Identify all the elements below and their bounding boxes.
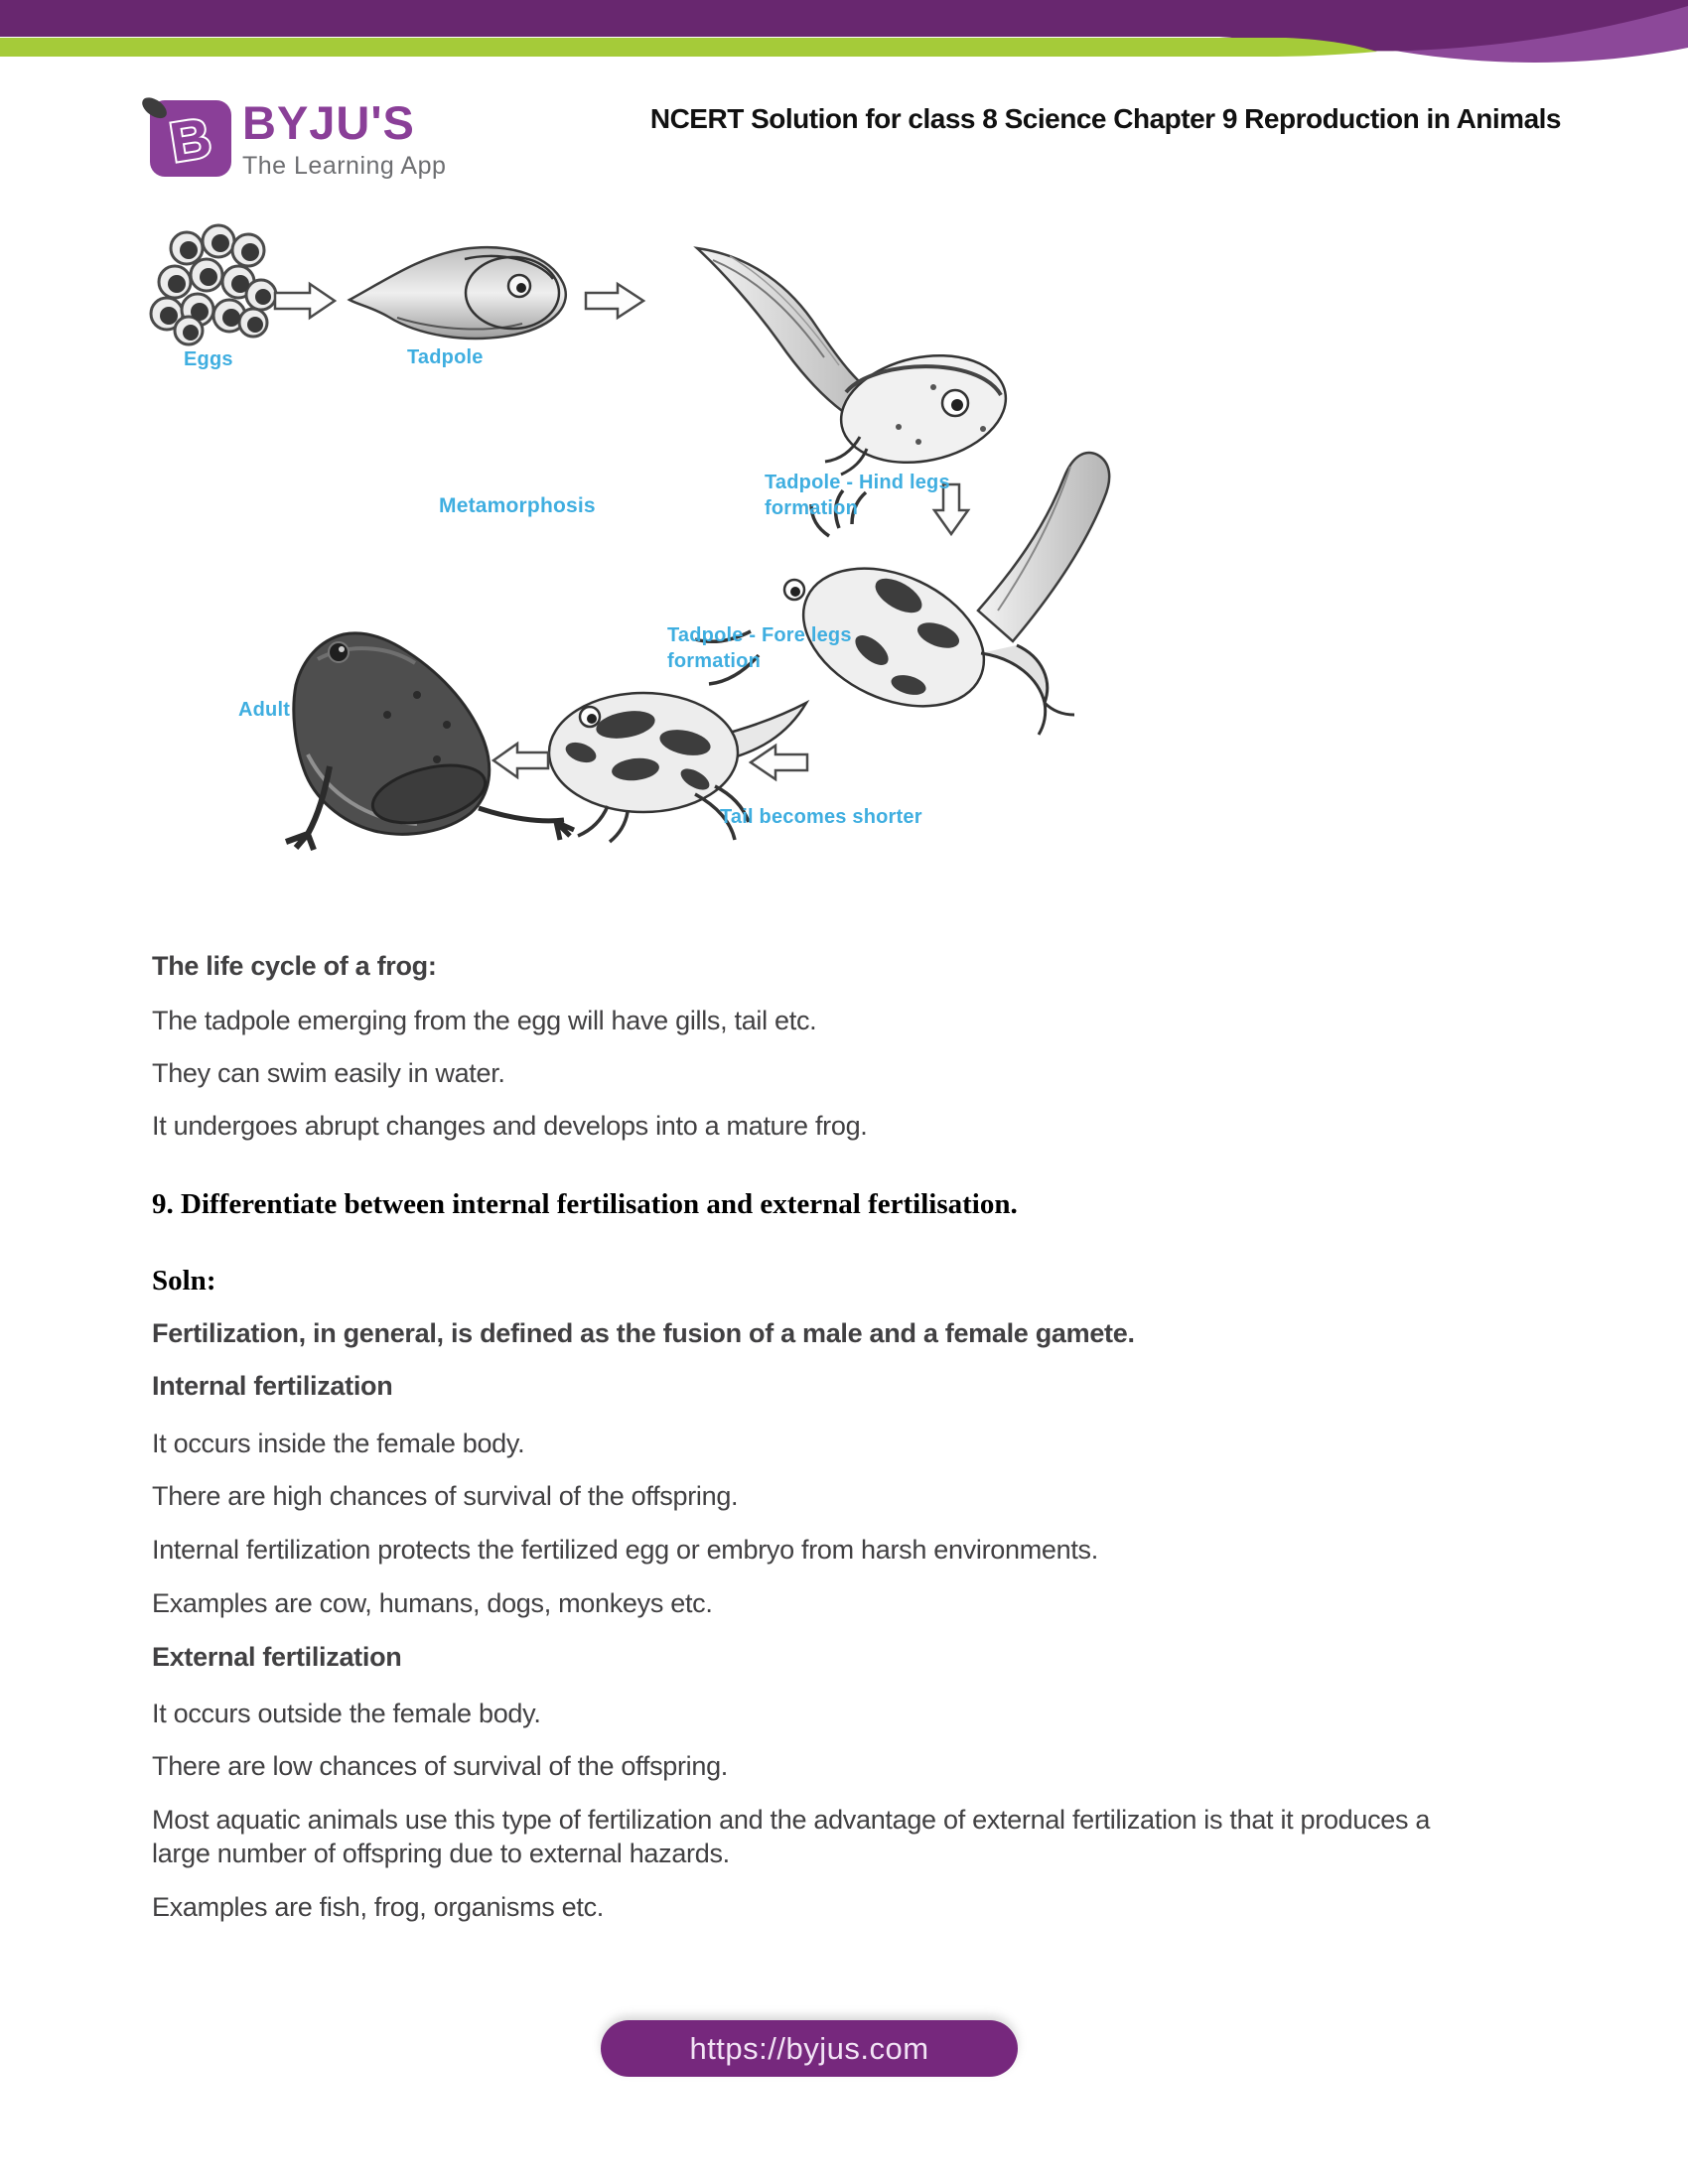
life-cycle-line: The tadpole emerging from the egg will have gills, tail etc. <box>152 1006 817 1035</box>
internal-line: It occurs inside the female body. <box>152 1429 525 1458</box>
byjus-url-link[interactable] <box>601 2020 1018 2077</box>
label-tail-shorter: Tail becomes shorter <box>720 806 922 828</box>
internal-line: There are high chances of survival of the offspring. <box>152 1481 739 1511</box>
byjus-url-text: https://byjus.com <box>689 2031 929 2066</box>
internal-line: Examples are cow, humans, dogs, monkeys etc. <box>152 1588 713 1618</box>
logo-tagline-text: The Learning App <box>242 152 447 180</box>
arrow-right-icon <box>275 284 335 318</box>
answer-text-column <box>152 949 1453 1943</box>
tadpole-illustration <box>350 247 566 339</box>
label-fore-legs: Tadpole - Fore legs formation <box>667 624 852 672</box>
page-title: NCERT Solution for class 8 Science Chapter 9 Reproduction in Animals <box>649 103 1561 134</box>
fertilization-definition: Fertilization, in general, is defined as the fusion of a male and a female gamete. <box>152 1318 1135 1348</box>
adult-frog-illustration <box>286 633 574 850</box>
label-metamorphosis: Metamorphosis <box>439 494 596 517</box>
life-cycle-heading: The life cycle of a frog: <box>152 951 437 981</box>
arrow-right-icon <box>586 284 643 318</box>
external-line: There are low chances of survival of the offspring. <box>152 1751 729 1781</box>
label-tadpole: Tadpole <box>407 346 484 368</box>
arrow-left-icon <box>751 746 807 779</box>
soln-label: Soln: <box>152 1265 216 1297</box>
internal-fertilization-heading: Internal fertilization <box>152 1371 393 1401</box>
arrow-left-icon <box>493 744 548 777</box>
external-line: It occurs outside the female body. <box>152 1699 541 1728</box>
frog-lifecycle-diagram <box>0 0 1688 893</box>
life-cycle-line: They can swim easily in water. <box>152 1058 505 1088</box>
question-9: 9. Differentiate between internal fertilisation and external fertilisation. <box>152 1188 1018 1220</box>
external-line: Most aquatic animals use this type of fertilization and the advantage of external fertilization is that it produces a large number of offspring due to external hazards. <box>152 1805 1431 1868</box>
external-line: Examples are fish, frog, organisms etc. <box>152 1892 604 1922</box>
eggs-illustration <box>151 225 276 344</box>
hind-legs-tadpole-illustration <box>697 248 1016 477</box>
logo-brand-text: BYJU'S <box>242 96 415 149</box>
logo-letter: B <box>165 105 215 174</box>
life-cycle-line: It undergoes abrupt changes and develops into a mature frog. <box>152 1111 868 1141</box>
label-adult: Adult <box>238 699 291 721</box>
external-fertilization-heading: External fertilization <box>152 1642 402 1672</box>
label-eggs: Eggs <box>184 348 233 370</box>
internal-line: Internal fertilization protects the fertilized egg or embryo from harsh environments. <box>152 1535 1098 1565</box>
label-hind-legs: Tadpole - Hind legs formation <box>765 472 950 519</box>
